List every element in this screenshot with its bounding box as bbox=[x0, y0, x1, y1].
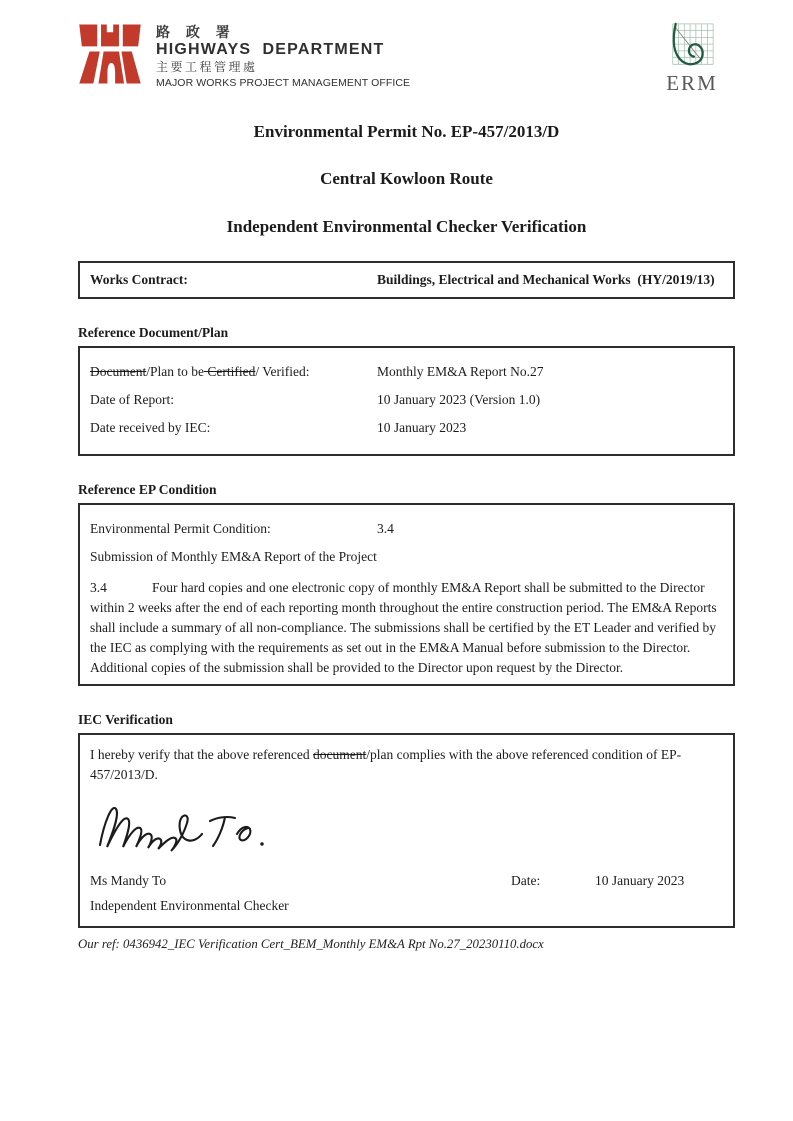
reference-ep-box bbox=[78, 503, 735, 686]
clause-number: 3.4 bbox=[90, 580, 107, 595]
erm-logo-label: ERM bbox=[666, 71, 718, 95]
ep-clause-paragraph bbox=[90, 578, 723, 678]
statement-pre: I hereby verify that the above referenced bbox=[90, 746, 314, 762]
office-name-english: MAJOR WORKS PROJECT MANAGEMENT OFFICE bbox=[156, 77, 411, 90]
works-contract-box bbox=[78, 261, 735, 299]
our-ref-line: Our ref: 0436942_IEC Verification Cert_BEM_Monthly EM&A Rpt No.27_20230110.docx bbox=[78, 937, 544, 952]
document-to-be-verified-label bbox=[90, 364, 377, 380]
date-received-row bbox=[90, 420, 723, 436]
ep-condition-label: Environmental Permit Condition: bbox=[90, 521, 271, 536]
signer-name: Ms Mandy To bbox=[90, 873, 167, 889]
struck-word-document: Document bbox=[90, 364, 147, 379]
office-name-chinese: 主要工程管理處 bbox=[156, 60, 258, 75]
reference-ep-heading: Reference EP Condition bbox=[78, 482, 217, 497]
document-to-be-verified-row bbox=[90, 364, 723, 380]
permit-number-title: Environmental Permit No. EP-457/2013/D bbox=[253, 122, 560, 141]
date-of-report-row bbox=[90, 392, 723, 408]
dept-name-english: HIGHWAYS DEPARTMENT bbox=[156, 41, 385, 59]
header bbox=[78, 22, 735, 94]
ep-condition-row bbox=[90, 521, 723, 537]
project-title: Central Kowloon Route bbox=[320, 169, 493, 188]
iec-verification-heading: IEC Verification bbox=[78, 711, 173, 727]
date-label: Date: bbox=[511, 873, 541, 889]
reference-document-heading: Reference Document/Plan bbox=[78, 325, 229, 340]
date-received-label: Date received by IEC: bbox=[90, 420, 211, 435]
dept-name-chinese: 路 政 署 bbox=[156, 24, 236, 40]
signer-title: Independent Environmental Checker bbox=[90, 898, 289, 914]
works-contract-label: Works Contract: bbox=[90, 272, 188, 287]
date-of-report-label: Date of Report: bbox=[90, 392, 174, 407]
date-received-value: 10 January 2023 bbox=[377, 420, 467, 435]
document-type-title: Independent Environmental Checker Verification bbox=[226, 217, 587, 236]
header-text-block bbox=[156, 22, 410, 89]
label-end-text: / Verified: bbox=[255, 364, 310, 379]
label-mid-text: /Plan to be bbox=[146, 364, 204, 379]
erm-logo-icon bbox=[663, 22, 721, 72]
erm-logo-block bbox=[657, 22, 727, 94]
signer-date-row bbox=[90, 873, 723, 889]
verification-statement bbox=[90, 745, 723, 786]
ep-condition-value: 3.4 bbox=[377, 521, 394, 536]
date-value: 10 January 2023 bbox=[595, 873, 685, 889]
struck-word-document-2: document bbox=[313, 746, 367, 762]
signature-image bbox=[94, 795, 272, 853]
document-content bbox=[78, 0, 735, 952]
iec-verification-box bbox=[78, 733, 735, 929]
date-of-report-value: 10 January 2023 (Version 1.0) bbox=[377, 392, 541, 407]
statement-post: /plan complies with the above referenced condition of EP-457/2013/D. bbox=[90, 746, 682, 783]
reference-document-box bbox=[78, 346, 735, 456]
highways-department-logo-icon bbox=[78, 22, 142, 86]
works-contract-value: Buildings, Electrical and Mechanical Works (HY/2019/13) bbox=[377, 272, 715, 287]
struck-word-certified: Certified bbox=[204, 364, 256, 379]
clause-text: Four hard copies and one electronic copy of monthly EM&A Report shall be submitted to the Director within 2 weeks after the end of each reporting month throughout the entire construction period. The EM&A Reports shall include a summary of all non-compliance. The submissions shall be certified by the ET Leader and verified by the IEC as complying with the requirements as set out in the EM&A Manual before submission to the Director. Additional copies of the submission shall be provided to the Director upon request by the Director. bbox=[90, 580, 717, 675]
document-to-be-verified-value: Monthly EM&A Report No.27 bbox=[377, 364, 544, 379]
submission-line: Submission of Monthly EM&A Report of the Project bbox=[90, 549, 377, 564]
